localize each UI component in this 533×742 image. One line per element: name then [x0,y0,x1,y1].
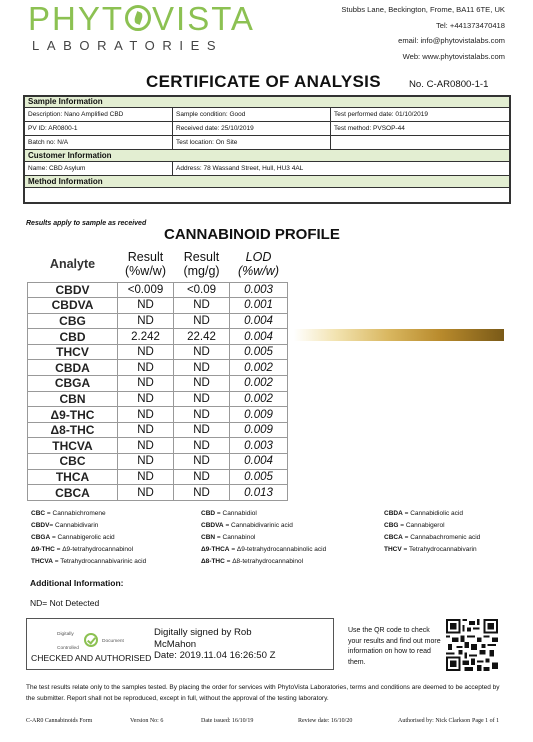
lod-cell: 0.001 [230,298,288,314]
additional-info-heading: Additional Information: [30,578,124,588]
condition-cell: Sample condition: Good [173,108,331,121]
customer-name-cell: Name: CBD Asylum [25,162,173,175]
result-pct-cell: ND [118,454,174,470]
result-pct-cell: 2.242 [118,329,174,345]
test-date-cell: Test performed date: 01/10/2019 [334,111,428,118]
result-mg-header: Result (mg/g) [183,249,220,278]
method-info-body [25,188,509,202]
result-pct-cell: ND [118,469,174,485]
result-pct-cell: ND [118,485,174,501]
applies-note: Results apply to sample as received [26,220,147,227]
logo-wordmark: PHYT VISTA [28,0,255,37]
footer-form-name: C-AR0 Cannabinoids Form [26,718,93,724]
lod-cell: 0.005 [230,344,288,360]
result-pct-cell: ND [118,360,174,376]
abbreviation-item: CBC = Cannabichromene [31,510,106,517]
check-icon [84,633,98,647]
description-cell: Description: Nano Amplified CBD [25,108,173,121]
abbreviation-legend [31,510,511,570]
digital-signature: Digitally signed by Rob McMahon Date: 2019.11.04 16:26:50 Z [154,627,276,661]
abbreviation-item: THCV = Tetrahydrocannabivarin [384,546,477,553]
abbreviation-row [31,534,511,546]
certificate-number: No. C-AR0800-1-1 [409,79,489,90]
result-mg-cell: 22.42 [174,329,230,345]
stamp-text: Document [102,639,124,644]
analyte-cell: CBDV [28,282,118,298]
qr-code-icon[interactable] [446,619,498,671]
lod-cell: 0.004 [230,454,288,470]
result-mg-cell: ND [174,454,230,470]
abbreviation-row [31,510,511,522]
address-line: Stubbs Lane, Beckington, Frome, BA11 6TE, UK [341,5,505,14]
table-row [28,422,288,438]
cannabinoid-table [27,246,288,501]
result-mg-cell: ND [174,298,230,314]
analyte-cell: THCV [28,344,118,360]
result-mg-cell: ND [174,407,230,423]
method-info-heading: Method Information [25,176,509,188]
lod-cell: 0.009 [230,422,288,438]
profile-title: CANNABINOID PROFILE [164,226,340,243]
nd-note: ND= Not Detected [30,598,100,608]
result-pct-cell: ND [118,438,174,454]
analyte-header: Analyte [49,256,96,271]
footer-version: Version No: 6 [130,718,164,724]
footer-review: Review date: 16/10/20 [298,718,353,724]
logo-subtitle: LABORATORIES [32,38,224,53]
abbreviation-item: CBN = Cannabinol [201,534,256,541]
result-pct-cell: ND [118,391,174,407]
lod-cell: 0.004 [230,313,288,329]
analyte-cell: CBCA [28,485,118,501]
received-date-cell: Received date: 25/10/2019 [173,122,331,135]
customer-row [25,162,509,176]
abbreviation-item: Δ9-THCA = Δ9-tetrahydrocannabinolic acid [201,546,327,553]
result-mg-cell: ND [174,344,230,360]
lod-cell: 0.004 [230,329,288,345]
result-mg-cell: ND [174,485,230,501]
result-pct-cell: ND [118,313,174,329]
document-title: CERTIFICATE OF ANALYSIS [146,72,381,91]
abbreviation-row [31,558,511,570]
table-row [28,485,288,501]
result-mg-cell: ND [174,422,230,438]
analyte-cell: THCA [28,469,118,485]
abbreviation-item: Δ9-THC = Δ9-tetrahydrocannabinol [31,546,134,553]
lod-cell: 0.002 [230,391,288,407]
lod-cell: 0.002 [230,360,288,376]
table-row [28,298,288,314]
lod-cell: 0.003 [230,438,288,454]
customer-address-cell: Address: 78 Wassand Street, Hull, HU3 4AL [176,165,304,172]
decorative-gold-bar [294,329,504,341]
result-pct-cell: ND [118,422,174,438]
result-pct-cell: <0.009 [118,282,174,298]
abbreviation-item: CBCA = Cannabachromenic acid [384,534,481,541]
location-cell: Test location: On Site [173,136,331,149]
lod-header: LOD (%w/w) [238,249,279,278]
analyte-cell: Δ8-THC [28,422,118,438]
abbreviation-item: THCVA = Tetrahydrocannabivarinic acid [31,558,147,565]
email-line: email: info@phytovistalabs.com [398,36,505,45]
lod-cell: 0.009 [230,407,288,423]
lod-cell: 0.002 [230,376,288,392]
result-mg-cell: <0.09 [174,282,230,298]
result-mg-cell: ND [174,313,230,329]
customer-info-heading: Customer Information [25,150,509,162]
disclaimer-text: The test results relate only to the samples tested. By placing the order for services with PhytoVista Laboratories, terms and conditions are deemed to be accepted by the submitter. Report shall not be reproduced, except in full, without the approval of the testing laboratory. [26,684,500,702]
company-address [341,2,505,64]
result-mg-cell: ND [174,391,230,407]
result-mg-cell: ND [174,360,230,376]
table-row [28,407,288,423]
abbreviation-item: CBD = Cannabidiol [201,510,257,517]
result-pct-header: Result (%w/w) [125,249,166,278]
footer-issued: Date issued: 16/10/19 [201,718,254,724]
signature-box [26,618,334,670]
info-row [25,108,509,122]
abbreviation-item: CBDA = Cannabidiolic acid [384,510,463,517]
table-row [28,344,288,360]
lod-cell: 0.013 [230,485,288,501]
result-pct-cell: ND [118,407,174,423]
result-pct-cell: ND [118,376,174,392]
footer-page: Page 1 of 1 [472,718,500,724]
table-row [28,360,288,376]
analyte-cell: CBC [28,454,118,470]
info-row [25,136,509,150]
analyte-cell: CBD [28,329,118,345]
stamp-text: Digitally [57,632,74,637]
table-row [28,329,288,345]
analyte-cell: CBDA [28,360,118,376]
abbreviation-item: CBGA = Cannabigerolic acid [31,534,115,541]
result-mg-cell: ND [174,438,230,454]
lod-cell: 0.003 [230,282,288,298]
web-line: Web: www.phytovistalabs.com [402,51,505,61]
result-mg-cell: ND [174,469,230,485]
info-row [25,122,509,136]
abbreviation-row [31,546,511,558]
result-pct-cell: ND [118,344,174,360]
abbreviation-item: CBDVA = Cannabidivarinic acid [201,522,293,529]
sample-info-heading: Sample Information [25,97,509,108]
empty-cell [331,136,509,149]
abbreviation-item: CBG = Cannabigerol [384,522,445,529]
result-mg-cell: ND [174,376,230,392]
table-row [28,282,288,298]
result-pct-cell: ND [118,298,174,314]
analyte-cell: CBGA [28,376,118,392]
batch-cell: Batch no: N/A [25,136,173,149]
phone-line: Tel: +441373470418 [435,20,505,30]
analyte-cell: Δ9-THC [28,407,118,423]
leaf-logo-icon [125,5,151,31]
checked-authorised-label: CHECKED AND AUTHORISED [31,653,152,663]
table-row [28,391,288,407]
company-logo [28,2,255,53]
test-method-cell: Test method: PVSOP-44 [334,125,405,132]
qr-instructions: Use the QR code to check your results and find out more information on how to read them. [348,627,441,666]
pv-id-cell: PV ID: AR0800-1 [25,122,173,135]
abbreviation-row [31,522,511,534]
stamp-text: Controlled [57,646,79,651]
table-row [28,454,288,470]
analyte-cell: CBG [28,313,118,329]
footer-authorised: Authorised by: Nick Clarkson [398,718,471,724]
sample-info-table [23,95,511,204]
abbreviation-item: CBDV= Cannabidivarin [31,522,99,529]
table-row [28,438,288,454]
table-header-row [28,246,288,282]
table-row [28,313,288,329]
analyte-cell: CBDVA [28,298,118,314]
table-row [28,469,288,485]
lod-cell: 0.005 [230,469,288,485]
table-row [28,376,288,392]
analyte-cell: THCVA [28,438,118,454]
abbreviation-item: Δ8-THC = Δ8-tetrahydrocannabinol [201,558,304,565]
analyte-cell: CBN [28,391,118,407]
